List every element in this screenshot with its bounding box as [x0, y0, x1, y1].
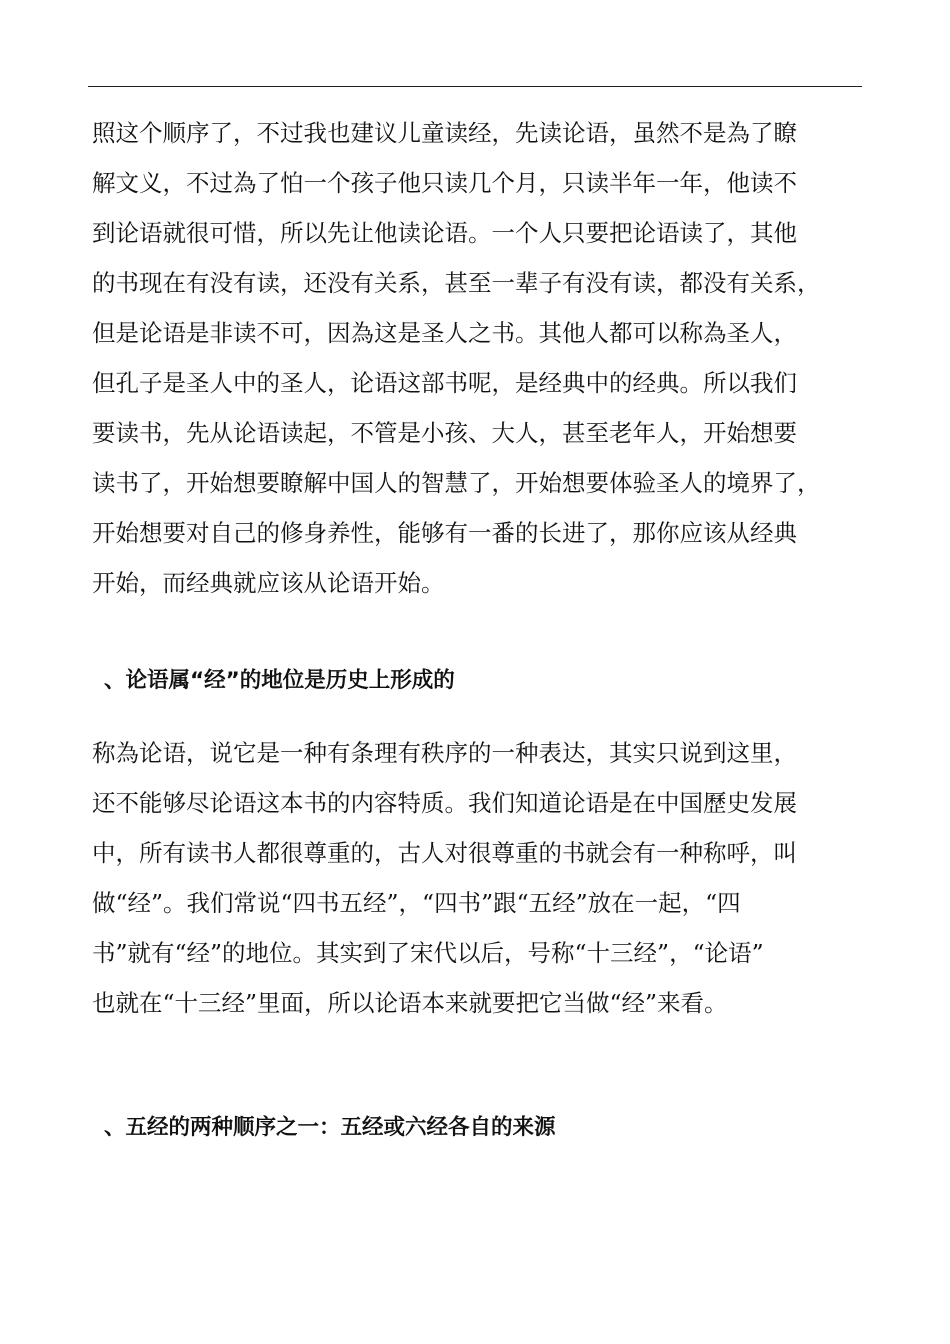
body-paragraph-2 — [92, 728, 882, 1028]
paragraph-line: 但是论语是非读不可，因為这是圣人之书。其他人都可以称為圣人， — [92, 319, 797, 347]
paragraph-line: 到论语就很可惜，所以先让他读论语。一个人只要把论语读了，其他 — [92, 219, 797, 247]
paragraph-line: 开始，而经典就应该从论语开始。 — [92, 569, 445, 597]
paragraph-line: 开始想要对自己的修身养性，能够有一番的长进了，那你应该从经典 — [92, 519, 797, 547]
paragraph-line: 做“经”。我们常说“四书五经”，“四书”跟“五经”放在一起，“四 — [92, 889, 741, 917]
header-rule — [88, 86, 862, 87]
paragraph-line: 的书现在有没有读，还没有关系，甚至一辈子有没有读，都没有关系， — [92, 269, 821, 297]
paragraph-line: 照这个顺序了，不过我也建议儿童读经，先读论语，虽然不是為了瞭 — [92, 119, 797, 147]
paragraph-line: 也就在“十三经”里面，所以论语本来就要把它当做“经”来看。 — [92, 989, 728, 1017]
paragraph-line: 读书了，开始想要瞭解中国人的智慧了，开始想要体验圣人的境界了， — [92, 469, 821, 497]
paragraph-line: 解文义，不过為了怕一个孩子他只读几个月，只读半年一年，他读不 — [92, 169, 797, 197]
paragraph-line: 还不能够尽论语这本书的内容特质。我们知道论语是在中国歷史发展 — [92, 789, 797, 817]
paragraph-line: 要读书，先从论语读起，不管是小孩、大人，甚至老年人，开始想要 — [92, 419, 797, 447]
paragraph-line: 书”就有“经”的地位。其实到了宋代以后，号称“十三经”，“论语” — [92, 939, 764, 967]
section-heading-1: 、论语属“经”的地位是历史上形成的 — [104, 668, 455, 693]
paragraph-line: 中，所有读书人都很尊重的，古人对很尊重的书就会有一种称呼，叫 — [92, 839, 797, 867]
paragraph-line: 但孔子是圣人中的圣人，论语这部书呢，是经典中的经典。所以我们 — [92, 369, 797, 397]
section-heading-2: 、五经的两种顺序之一：五经或六经各自的来源 — [104, 1115, 556, 1140]
paragraph-line: 称為论语，说它是一种有条理有秩序的一种表达，其实只说到这里， — [92, 739, 797, 767]
body-paragraph-1 — [92, 108, 882, 608]
